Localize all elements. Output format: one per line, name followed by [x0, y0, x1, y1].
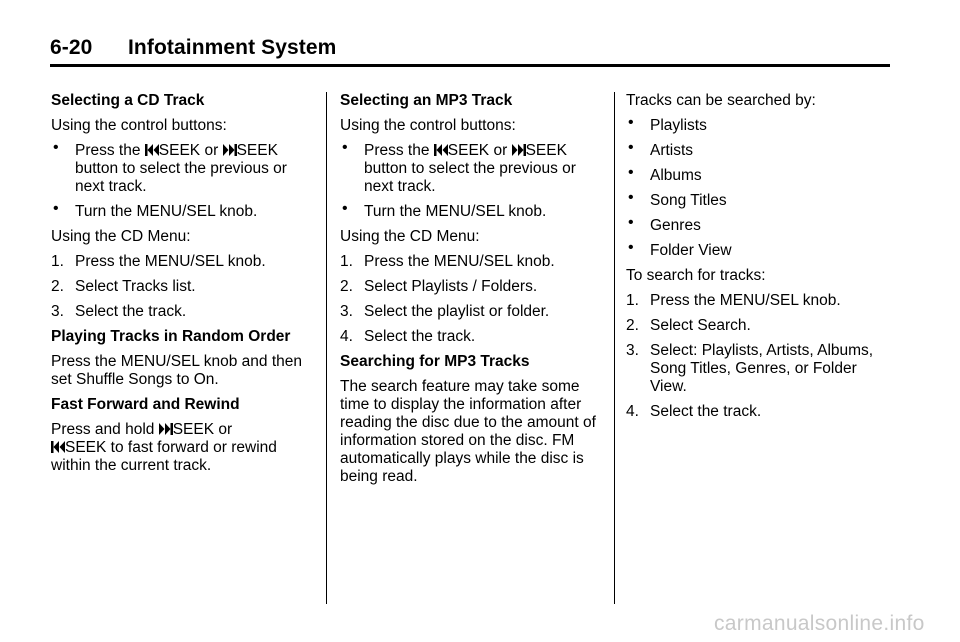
numbered-step: 1. Press the MENU/SEL knob. — [340, 253, 555, 270]
paragraph: Press the MENU/SEL knob and then set Shuffle Songs to On. — [51, 353, 303, 388]
page-header — [50, 36, 336, 60]
bullet-item: • Albums — [628, 164, 702, 184]
numbered-step: 3. Select the playlist or folder. — [340, 303, 550, 320]
numbered-step: 3. Select: Playlists, Artists, Albums, Song Titles, Genres, or Folder View. — [626, 342, 874, 395]
seek-back-icon — [434, 143, 448, 157]
bullet-icon: • — [628, 239, 634, 256]
bullet-item: • Folder View — [628, 239, 732, 259]
numbered-step: 1. Press the MENU/SEL knob. — [626, 292, 841, 309]
heading-selecting-cd-track: Selecting a CD Track — [51, 92, 205, 109]
watermark: carmanualsonline.info — [714, 612, 925, 635]
column-3 — [626, 92, 891, 428]
paragraph: Using the CD Menu: — [51, 228, 191, 245]
bullet-item: • Song Titles — [628, 189, 727, 209]
seek-forward-icon — [159, 422, 173, 436]
column-divider-2 — [614, 92, 615, 604]
numbered-step: 2. Select Playlists / Folders. — [340, 278, 538, 295]
seek-forward-icon — [512, 143, 526, 157]
column-2 — [340, 92, 605, 493]
paragraph: The search feature may take some time to display the information after reading the disc due to the amount of information stored on the disc. FM automatically plays while the disc is being read. — [340, 378, 596, 485]
heading-searching-mp3: Searching for MP3 Tracks — [340, 353, 530, 370]
paragraph: Using the control buttons: — [340, 117, 516, 134]
bullet-icon: • — [53, 200, 59, 217]
bullet-item: • Turn the MENU/SEL knob. — [342, 200, 547, 220]
bullet-icon: • — [342, 139, 348, 156]
seek-forward-icon — [223, 143, 237, 157]
numbered-step: 2. Select Tracks list. — [51, 278, 196, 295]
bullet-item: • Genres — [628, 214, 701, 234]
bullet-icon: • — [628, 164, 634, 181]
bullet-icon: • — [342, 200, 348, 217]
bullet-icon: • — [628, 214, 634, 231]
bullet-item: • Turn the MENU/SEL knob. — [53, 200, 258, 220]
page-number: 6-20 — [50, 36, 93, 59]
column-divider-1 — [326, 92, 327, 604]
seek-back-icon — [51, 440, 65, 454]
numbered-step: 4. Select the track. — [340, 328, 476, 345]
numbered-step: 3. Select the track. — [51, 303, 187, 320]
numbered-step: 1. Press the MENU/SEL knob. — [51, 253, 266, 270]
paragraph: Using the control buttons: — [51, 117, 227, 134]
bullet-icon: • — [53, 139, 59, 156]
heading-fast-forward-rewind: Fast Forward and Rewind — [51, 396, 240, 413]
heading-random-order: Playing Tracks in Random Order — [51, 328, 291, 345]
numbered-step: 2. Select Search. — [626, 317, 751, 334]
paragraph: To search for tracks: — [626, 267, 766, 284]
paragraph: Using the CD Menu: — [340, 228, 480, 245]
bullet-item: • Playlists — [628, 114, 707, 134]
bullet-icon: • — [628, 189, 634, 206]
header-rule — [50, 64, 890, 67]
column-1 — [51, 92, 316, 482]
seek-back-icon — [145, 143, 159, 157]
numbered-step: 4. Select the track. — [626, 403, 762, 420]
bullet-item: • Press the SEEK or SEEK button to select the previous or next track. — [342, 139, 576, 195]
paragraph: Press and hold SEEK or SEEK to fast forward or rewind within the current track. — [51, 421, 277, 474]
bullet-icon: • — [628, 139, 634, 156]
bullet-item: • Artists — [628, 139, 694, 159]
page-title: Infotainment System — [128, 36, 337, 59]
bullet-item: • Press the SEEK or SEEK button to select the previous or next track. — [53, 139, 287, 195]
heading-selecting-mp3-track: Selecting an MP3 Track — [340, 92, 513, 109]
bullet-icon: • — [628, 114, 634, 131]
paragraph: Tracks can be searched by: — [626, 92, 816, 109]
